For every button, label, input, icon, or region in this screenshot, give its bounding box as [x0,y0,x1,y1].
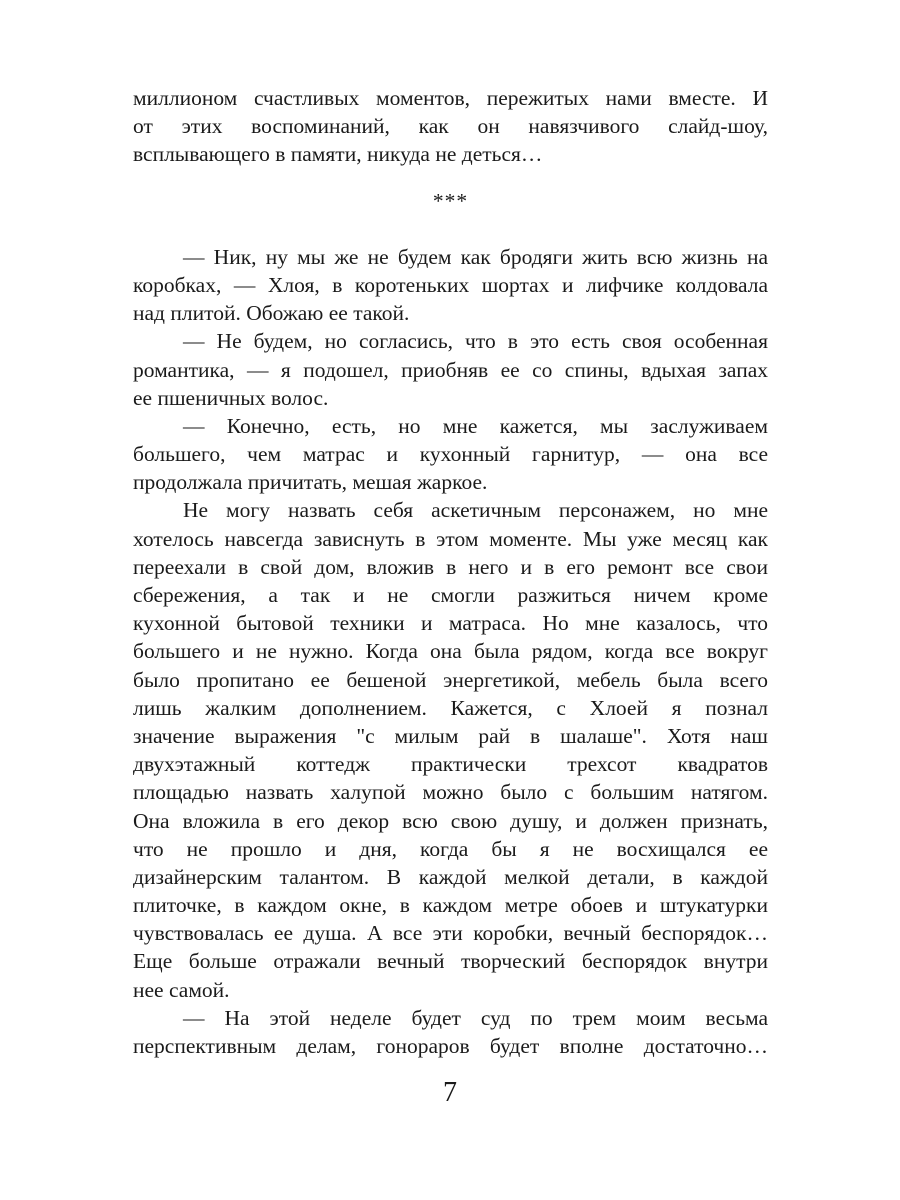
text-line: большего, чем матрас и кухонный гарнитур, — она все [133,442,768,467]
page-body [133,84,768,1060]
paragraph-2 [133,243,768,328]
text-line: переехали в свой дом, вложив в него и в его ремонт все свои [133,554,768,579]
text-line: кухонной бытовой техники и матраса. Но мне казалось, что [133,611,768,636]
text-line: миллионом счастливых моментов, пережитых нами вместе. И [133,86,768,110]
text-line: над плитой. Обожаю ее такой. [133,301,410,326]
text-line: что не прошло и дня, когда бы я не восхищался ее [133,836,768,861]
text-line: хотелось навсегда зависнуть в этом моменте. Мы уже месяц как [133,526,768,551]
section-separator: *** [432,188,469,213]
text-line: лишь жалким дополнением. Кажется, с Хлоей я познал [133,695,768,720]
text-line: площадью назвать халупой можно было с большим натягом. [133,780,768,805]
paragraph-3 [133,327,768,412]
text-line: Еще больше отражали вечный творческий беспорядок внутри [133,949,768,974]
text-line: коробках, — Хлоя, в коротеньких шортах и лифчике колдовала [133,272,768,297]
text-line: сбережения, а так и не смогли разжиться ничем кроме [133,583,768,607]
page-number: 7 [443,1077,457,1108]
text-line: от этих воспоминаний, как он навязчивого слайд-шоу, [133,114,768,139]
text-line: ее пшеничных волос. [133,385,329,410]
text-line: значение выражения "с милым рай в шалаше". Хотя наш [133,723,768,748]
paragraph-5 [133,496,768,1003]
text-line: чувствовалась ее душа. А все эти коробки, вечный беспорядок… [133,921,768,946]
text-line: всплывающего в памяти, никуда не деться… [133,142,543,167]
text-line: романтика, — я подошел, приобняв ее со спины, вдыхая запах [133,357,768,382]
paragraph-1 [133,84,768,169]
text-line: нее самой. [133,977,230,1002]
paragraph-4 [133,412,768,497]
text-line: было пропитано ее бешеной энергетикой, мебель была всего [133,667,768,692]
text-line: Не могу назвать себя аскетичным персонажем, но мне [183,498,768,523]
text-line: — Ник, ну мы же не будем как бродяги жить всю жизнь на [183,244,768,269]
text-line: двухэтажный коттедж практически трехсот квадратов [133,752,768,777]
text-line: перспективным делам, гонораров будет вполне достаточно… [133,1034,768,1058]
text-line: продолжала причитать, мешая жаркое. [133,470,488,495]
text-line: — Не будем, но согласись, что в это есть своя особенная [183,329,768,354]
text-line: — Конечно, есть, но мне кажется, мы заслуживаем [183,413,768,438]
text-line: — На этой неделе будет суд по трем моим весьма [183,1005,768,1030]
text-line: дизайнерским талантом. В каждой мелкой детали, в каждой [133,864,768,889]
text-line: плиточке, в каждом окне, в каждом метре обоев и штукатурки [133,893,768,918]
text-line: большего и не нужно. Когда она была рядом, когда все вокруг [133,639,768,664]
text-line: Она вложила в его декор всю свою душу, и должен признать, [133,808,768,833]
paragraph-6 [133,1004,768,1060]
